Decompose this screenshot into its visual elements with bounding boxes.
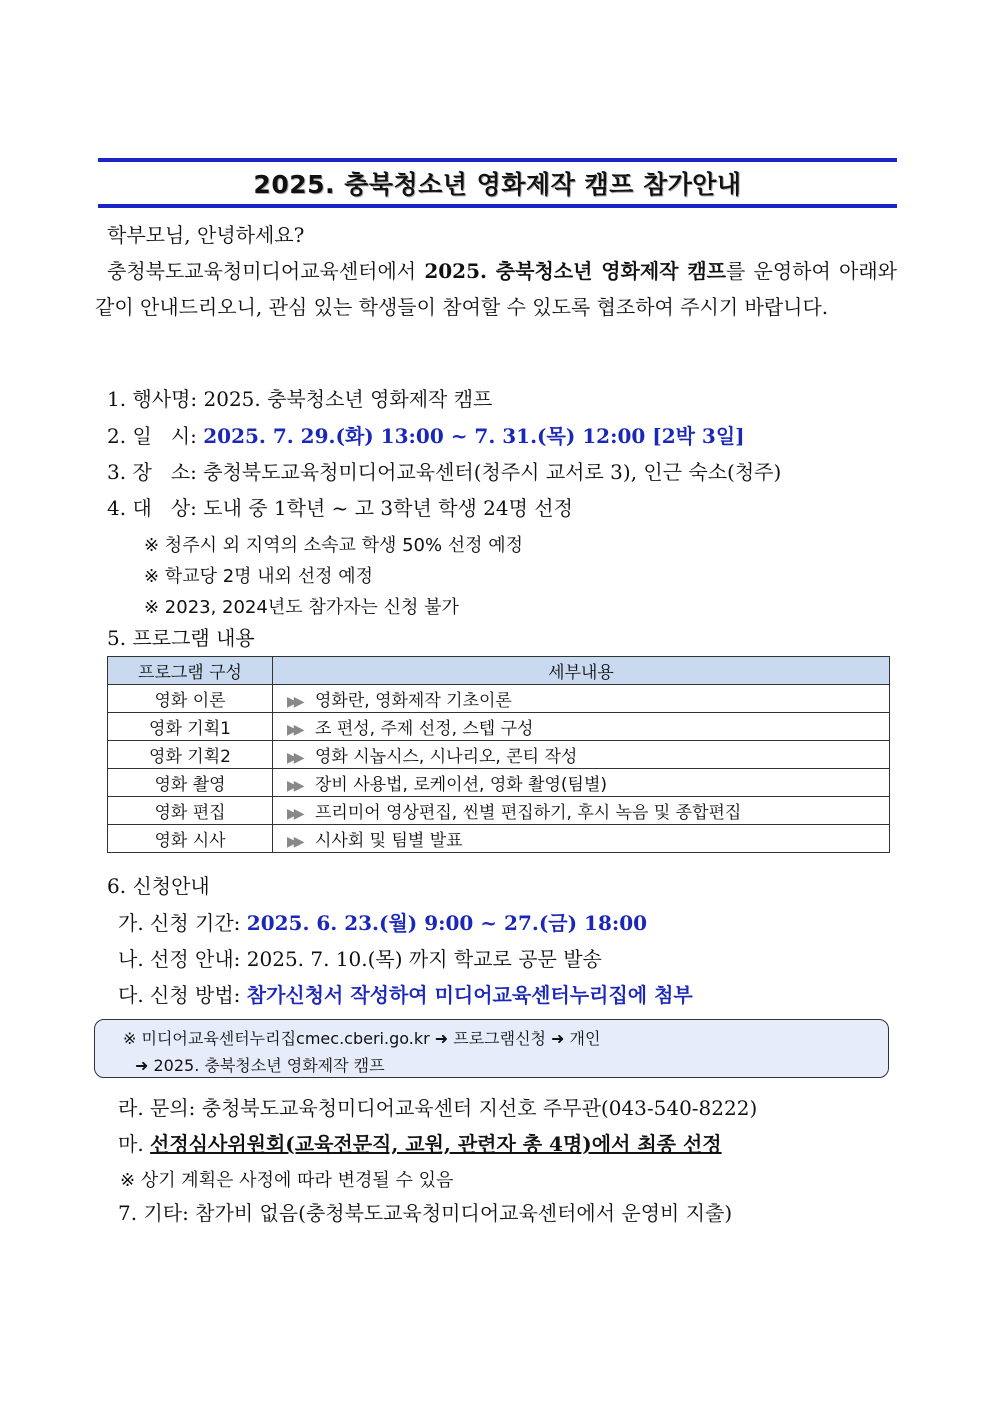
double-chevron-icon: ▶▶ [287, 750, 301, 766]
note-2: ※ 학교당 2명 내외 선정 예정 [144, 566, 374, 587]
row-detail [273, 685, 890, 713]
header-detail: 세부내용 [273, 657, 890, 685]
double-chevron-icon: ▶▶ [287, 806, 301, 822]
row-detail [273, 769, 890, 797]
apply-method [118, 979, 693, 1008]
table-row [108, 685, 890, 713]
howto-box [94, 1019, 889, 1078]
howto-line-2: ➜ 2025. 충북청소년 영화제작 캠프 [135, 1056, 385, 1075]
page-title: 2025. 충북청소년 영화제작 캠프 참가안내 [253, 170, 742, 199]
greeting: 학부모님, 안녕하세요? [107, 223, 305, 247]
row-detail [273, 825, 890, 853]
table-row [108, 741, 890, 769]
intro-paragraph [95, 253, 897, 325]
row-program: 영화 기획1 [108, 713, 273, 741]
table-header-row [108, 657, 890, 685]
item-date [107, 420, 745, 449]
row-detail-text: 프리미어 영상편집, 씬별 편집하기, 후시 녹음 및 종합편집 [315, 803, 742, 823]
period-value: 2025. 6. 23.(월) 9:00 ~ 27.(금) 18:00 [246, 911, 648, 935]
row-program: 영화 시사 [108, 825, 273, 853]
final-value: 선정심사위원회(교육전문직, 교원, 관련자 총 4명)에서 최종 선정 [150, 1132, 722, 1156]
row-program: 영화 기획2 [108, 741, 273, 769]
double-chevron-icon: ▶▶ [287, 778, 301, 794]
title-box [98, 158, 897, 208]
apply-final [118, 1128, 722, 1157]
date-value: 2025. 7. 29.(화) 13:00 ~ 7. 31.(목) 12:00 [2박 3일] [203, 424, 745, 448]
row-program: 영화 촬영 [108, 769, 273, 797]
row-detail [273, 741, 890, 769]
period-label: 가. 신청 기간: [118, 911, 247, 935]
program-heading: 5. 프로그램 내용 [107, 626, 255, 650]
row-detail-text: 장비 사용법, 로케이션, 영화 촬영(팀별) [315, 775, 608, 795]
double-chevron-icon: ▶▶ [287, 834, 301, 850]
item-target: 4. 대 상: 도내 중 1학년 ~ 고 3학년 학생 24명 선정 [107, 496, 573, 520]
row-detail [273, 797, 890, 825]
table-row [108, 797, 890, 825]
row-detail-text: 조 편성, 주제 선정, 스텝 구성 [315, 719, 534, 739]
intro-pre: 충청북도교육청미디어교육센터에서 [107, 259, 425, 283]
item-event: 1. 행사명: 2025. 충북청소년 영화제작 캠프 [107, 387, 493, 411]
table-row [108, 825, 890, 853]
program-table [107, 656, 890, 853]
table-row [108, 713, 890, 741]
apply-selection: 나. 선정 안내: 2025. 7. 10.(목) 까지 학교로 공문 발송 [118, 947, 602, 971]
row-detail-text: 영화란, 영화제작 기초이론 [315, 691, 512, 711]
double-chevron-icon: ▶▶ [287, 694, 301, 710]
header-program: 프로그램 구성 [108, 657, 273, 685]
intro-bold: 2025. 충북청소년 영화제작 캠프 [424, 259, 726, 283]
method-label: 다. 신청 방법: [118, 983, 247, 1007]
apply-inquiry: 라. 문의: 충청북도교육청미디어교육센터 지선호 주무관(043-540-8222) [118, 1096, 758, 1120]
apply-period [118, 907, 647, 936]
change-note: ※ 상기 계획은 사정에 따라 변경될 수 있음 [120, 1170, 454, 1191]
row-detail-text: 영화 시놉시스, 시나리오, 콘티 작성 [315, 747, 578, 767]
double-chevron-icon: ▶▶ [287, 722, 301, 738]
final-label: 마. [118, 1132, 151, 1156]
row-program: 영화 편집 [108, 797, 273, 825]
table-row [108, 769, 890, 797]
row-program: 영화 이론 [108, 685, 273, 713]
apply-heading: 6. 신청안내 [107, 874, 210, 898]
howto-line-1: ※ 미디어교육센터누리집cmec.cberi.go.kr ➜ 프로그램신청 ➜ 개인 [123, 1029, 601, 1048]
intro-post: 를 운영하여 아래와 같이 안내드리오니, 관심 있는 학생들이 참여할 수 있도록 협조하여 주시기 바랍니다. [95, 259, 897, 319]
note-3: ※ 2023, 2024년도 참가자는 신청 불가 [144, 597, 459, 618]
row-detail-text: 시사회 및 팀별 발표 [315, 831, 463, 851]
row-detail [273, 713, 890, 741]
date-label: 2. 일 시: [107, 424, 204, 448]
method-value: 참가신청서 작성하여 미디어교육센터누리집에 첨부 [246, 983, 693, 1007]
item-etc: 7. 기타: 참가비 없음(충청북도교육청미디어교육센터에서 운영비 지출) [118, 1201, 733, 1225]
item-place: 3. 장 소: 충청북도교육청미디어교육센터(청주시 교서로 3), 인근 숙소(청주) [107, 460, 782, 484]
note-1: ※ 청주시 외 지역의 소속교 학생 50% 선정 예정 [144, 535, 524, 556]
